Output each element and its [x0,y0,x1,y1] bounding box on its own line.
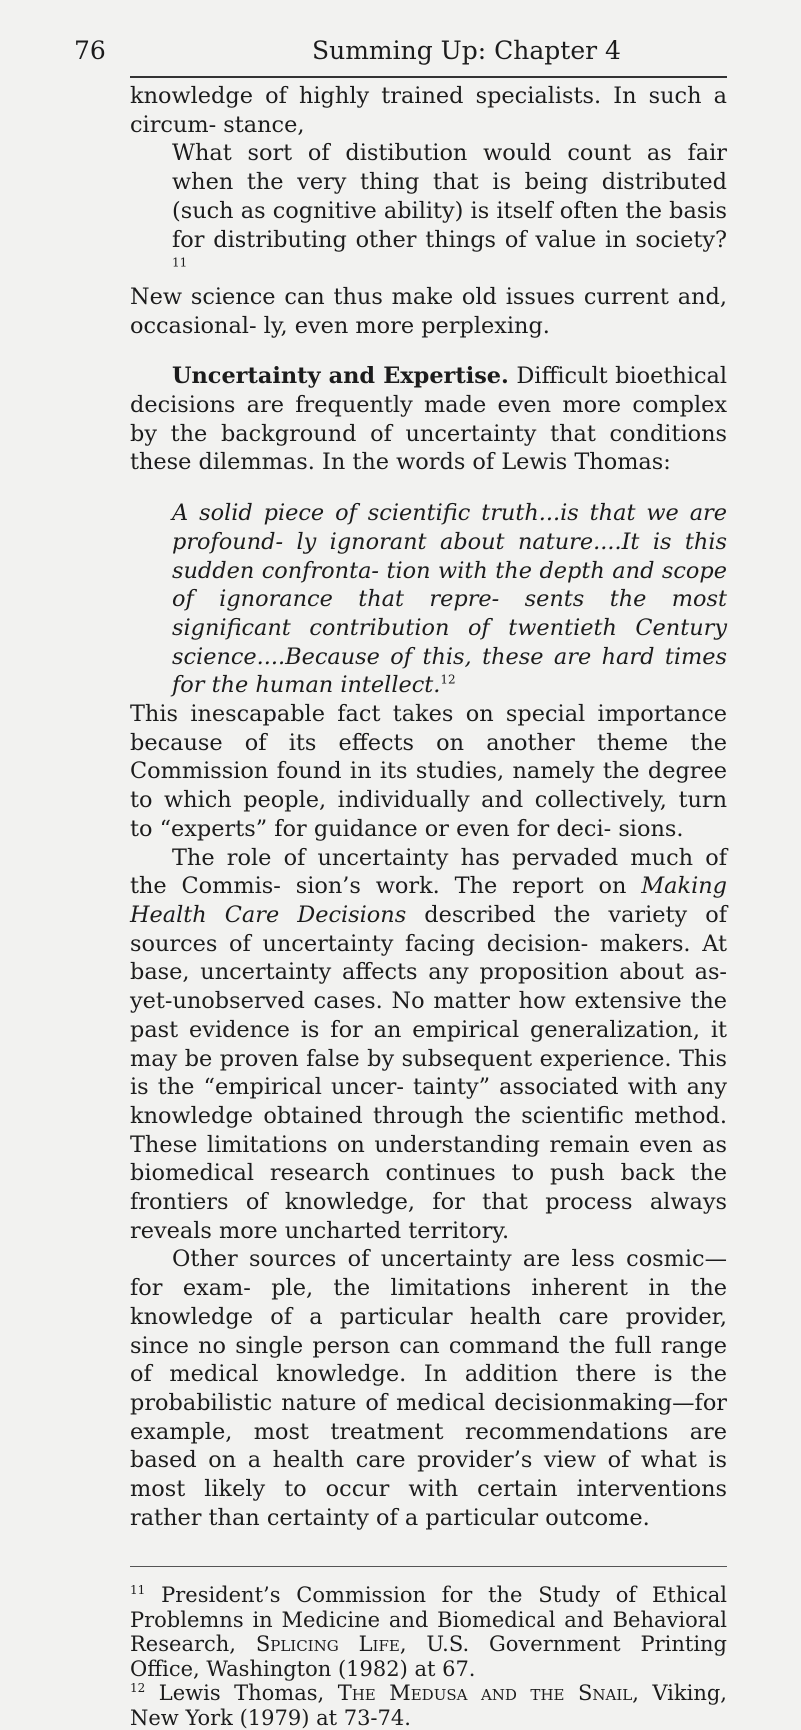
paragraph-text: Difficult bioethical decisions are frequently made even more complex by the background of uncertainty that conditions these dilemmas. In the words of Lewis Thomas: [130,363,727,476]
report-title: Making Health Care Decisions [130,873,727,928]
block-quote [172,499,727,700]
book-title: The Medusa and the Snail, [337,1681,639,1706]
paragraph: This inescapable fact takes on special importance because of its effects on another theme the Commission found in its studies, namely the degree to which people, individually and collectively, turn to “experts” for guidance or even for deci- sions. [130,701,727,842]
footnote [130,1583,727,1681]
section-heading: Uncertainty and Expertise. [172,363,509,390]
footnote-number: 11 [130,1583,146,1598]
header-rule [130,76,727,78]
quote-text: What sort of distibution would count as fair when the very thing that is being distributed (such as cognitive ability) is itself often the basis for distributing other things of value in society? [172,140,727,253]
footnote-ref: 12 [440,672,456,687]
book-title: Splicing Life, U.S. [255,1632,470,1657]
page-number: 76 [74,36,106,65]
block-quote [172,139,727,283]
footnote-rule [130,1566,727,1567]
quote-text: A solid piece of scientific truth...is that we are profound- ly ignorant about nature....It is this sudden confronta- tion with the depth and scope of ignorance that repre- sents the most significant contribution of twentieth Century science....Because of this, these are hard times for the human intellect. [172,500,727,699]
footnote-number: 12 [130,1681,146,1696]
footnote-text: Viking, New York (1979) at 73-74. [130,1681,727,1730]
page-header [74,28,770,68]
body-text [130,82,727,1730]
paragraph: New science can thus make old issues current and, occasional- ly, even more perplexing. [130,283,727,339]
footnote-text: Government Printing Office, Washington (1982) at 67. [130,1632,728,1681]
footnote [130,1681,727,1730]
footnote-ref: 11 [172,255,188,270]
footnote-text: Lewis Thomas, [145,1681,338,1706]
paragraph: knowledge of highly trained specialists. In such a circum- stance, [130,83,727,138]
section-paragraph [130,362,727,477]
footnote-text: President’s Commission for the Study of Ethical Problemns in Medicine and Biomedical and Behavioral Research, [130,1583,727,1657]
paragraph [130,844,727,1246]
paragraph-text: The role of uncertainty has pervaded much of the Commis- sion’s work. The report on [130,844,727,900]
running-head: Summing Up: Chapter 4 [312,36,621,65]
paragraph-text: described the variety of sources of uncertainty facing decision- makers. At base, uncertainty affects any proposition about as- yet-unobserved cases. No matter how extensive the past evidence is for an empirical generalization, it may be proven false by subsequent experience. This is the “empirical uncer- tainty” associated with any knowledge obtained through the scientific method. These limitations on understanding remain even as biomedical research continues to push back the frontiers of knowledge, for that process always reveals more uncharted territory. [130,901,728,1244]
paragraph: Other sources of uncertainty are less cosmic—for exam- ple, the limitations inherent in the knowledge of a particular health care provider, since no single person can command the full range of medical knowledge. In addition there is the probabilistic nature of medical decisionmaking—for example, most treatment recommendations are based on a health care provider’s view of what is most likely to occur with certain interventions rather than certainty of a particular outcome. [130,1246,727,1531]
